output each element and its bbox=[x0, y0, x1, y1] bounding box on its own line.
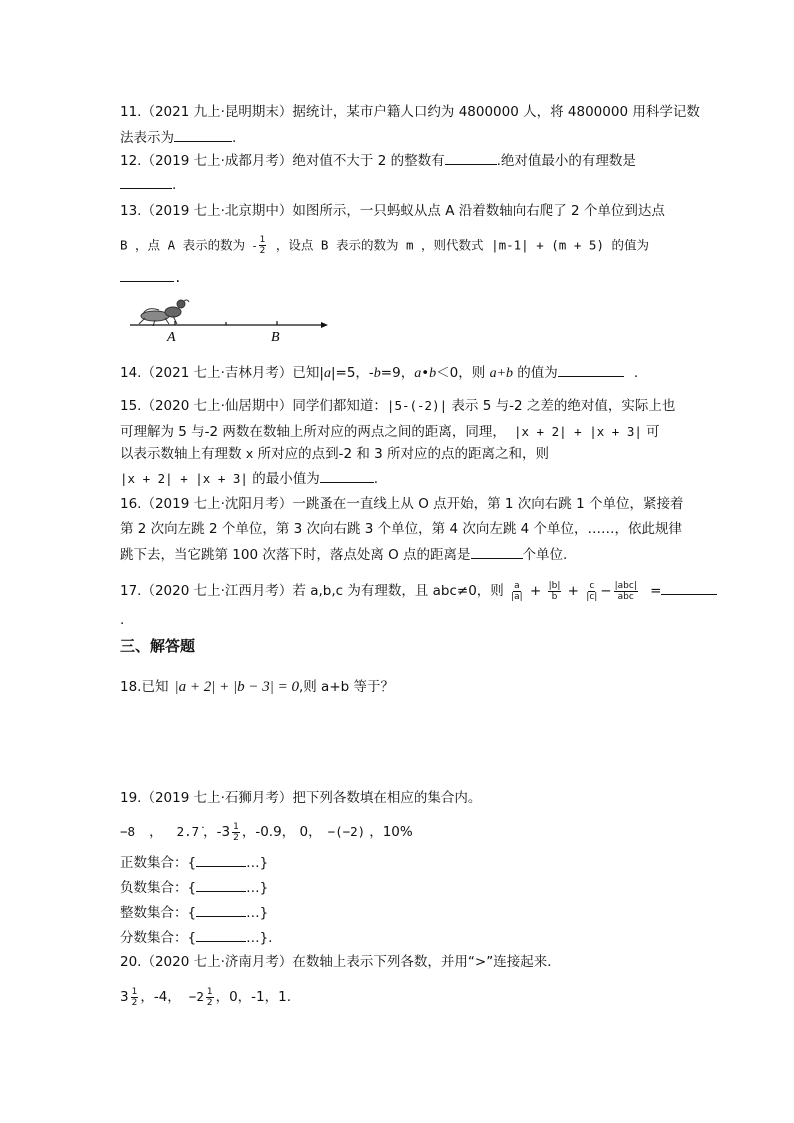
q17-line2: . bbox=[120, 612, 125, 628]
q11-line2 bbox=[120, 128, 236, 147]
frac-den: |c| bbox=[586, 591, 598, 602]
var-x: x bbox=[245, 446, 254, 461]
q15-text-e: 以表示数轴上有理数 bbox=[120, 446, 246, 462]
label-b: B bbox=[271, 330, 280, 345]
set-close: …} bbox=[246, 880, 269, 896]
frac-den: b bbox=[551, 591, 558, 602]
answer-blank bbox=[320, 469, 374, 483]
q13-line2 bbox=[120, 235, 649, 256]
fraction bbox=[131, 987, 139, 1008]
frac-num: 1 bbox=[233, 821, 239, 832]
fraction bbox=[614, 581, 638, 602]
frac-num: c bbox=[589, 580, 595, 591]
q11-end: . bbox=[232, 130, 237, 146]
fraction bbox=[259, 235, 267, 256]
q18-text-b: ,则 a+b 等于？ bbox=[298, 679, 394, 695]
abs-expr: |x + 2| + |x + 3| bbox=[513, 424, 642, 439]
q16-text-a: 跳下去，当它跳第 100 次落下时，落点处离 O 点的距离是 bbox=[120, 547, 471, 563]
q13-end: . bbox=[174, 270, 182, 285]
q17-text: 17.（2020 七上·江西月考）若 a,b,c 为有理数，且 abc≠0，则 bbox=[120, 583, 504, 599]
answer-blank bbox=[196, 853, 246, 867]
set-integer bbox=[120, 903, 268, 922]
set-label: 负数集合：{ bbox=[120, 880, 197, 896]
set-close: …} bbox=[246, 905, 269, 921]
answer-blank bbox=[120, 175, 172, 189]
abs-expr: |5-(-2)| bbox=[386, 398, 448, 413]
frac-num: 1 bbox=[259, 235, 266, 245]
var-a: a bbox=[323, 366, 331, 381]
q12-text-a: 12.（2019 七上·成都月考）绝对值不大于 2 的整数有 bbox=[120, 153, 445, 169]
number: ，-3 bbox=[203, 824, 231, 840]
separator: ， bbox=[149, 824, 163, 840]
label-a: A bbox=[167, 330, 176, 345]
frac-den: |a| bbox=[511, 591, 523, 602]
answer-blank bbox=[174, 128, 232, 142]
q19-numbers bbox=[120, 820, 413, 844]
frac-num: a bbox=[514, 580, 520, 591]
answer-blank bbox=[196, 878, 246, 892]
q12-text-b: .绝对值最小的有理数是 bbox=[496, 153, 636, 169]
set-close: …}. bbox=[246, 930, 273, 946]
answer-blank bbox=[471, 545, 523, 559]
frac-num: 1 bbox=[131, 986, 138, 997]
q17-line1 bbox=[120, 578, 717, 604]
frac-den: abc bbox=[617, 591, 634, 602]
ant-icon bbox=[139, 300, 189, 326]
abs-expr: |x + 2| + |x + 3| bbox=[120, 471, 248, 486]
q11-text: 法表示为 bbox=[120, 130, 174, 146]
number: ，10% bbox=[369, 824, 413, 840]
q19-line1: 19.（2019 七上·石狮月考）把下列各数填在相应的集合内。 bbox=[120, 790, 482, 806]
number: 2.7̇ bbox=[176, 824, 200, 839]
answer-blank bbox=[120, 268, 174, 282]
answer-blank bbox=[661, 581, 717, 595]
dot: • bbox=[421, 365, 430, 381]
q18-text-a: 18.已知 bbox=[120, 679, 169, 695]
q13-line3 bbox=[120, 268, 182, 287]
set-close: …} bbox=[246, 855, 269, 871]
number: ，0，-1，1. bbox=[215, 989, 292, 1005]
frac-den: 2 bbox=[259, 246, 266, 256]
q14-end: . bbox=[633, 365, 639, 381]
var-b: b bbox=[373, 366, 381, 381]
section-heading: 三、解答题 bbox=[120, 637, 196, 655]
q20-numbers bbox=[120, 985, 291, 1009]
q15-end: . bbox=[373, 471, 379, 487]
number-line-figure bbox=[125, 296, 335, 346]
q15-line1 bbox=[120, 397, 675, 415]
q15-text-a: 15.（2020 七上·仙居期中）同学们都知道： bbox=[120, 398, 387, 414]
answer-blank bbox=[558, 363, 624, 377]
q16-line1: 16.（2019 七上·沈阳月考）一跳蚤在一直线上从 O 点开始，第 1 次向右跳 1 个单位，紧接着 bbox=[120, 496, 684, 512]
q16-line3 bbox=[120, 545, 567, 564]
q12-line1 bbox=[120, 151, 636, 170]
fraction bbox=[585, 581, 598, 602]
fraction bbox=[206, 987, 214, 1008]
q15-text-g: 的最小值为 bbox=[247, 471, 320, 487]
answer-blank bbox=[196, 903, 246, 917]
q13-neg: - bbox=[252, 239, 257, 253]
fraction bbox=[510, 581, 524, 602]
q18-line bbox=[120, 678, 394, 696]
set-label: 正数集合：{ bbox=[120, 855, 197, 871]
axis-arrow bbox=[321, 322, 328, 328]
plus: + bbox=[567, 583, 579, 599]
frac-den: 2 bbox=[131, 997, 138, 1008]
fraction bbox=[232, 822, 240, 843]
q12-end: . bbox=[172, 177, 177, 193]
q16-text-b: 个单位. bbox=[522, 547, 568, 563]
q14-text-e: 的值为 bbox=[513, 365, 558, 381]
q14-text-b: |=5，- bbox=[330, 365, 374, 381]
equals: = bbox=[650, 583, 662, 599]
frac-den: 2 bbox=[206, 997, 213, 1008]
q15-line4 bbox=[120, 469, 378, 488]
q20-line1: 20.（2020 七上·济南月考）在数轴上表示下列各数，并用“>”连接起来． bbox=[120, 954, 561, 970]
number: ，-4， bbox=[140, 989, 181, 1005]
number: −2 bbox=[188, 989, 204, 1004]
minus: − bbox=[600, 583, 612, 599]
q15-text-d: 可 bbox=[641, 424, 660, 440]
q13-line1: 13.（2019 七上·北京期中）如图所示，一只蚂蚁从点 A 沿着数轴向右爬了 2 个单位到达点 bbox=[120, 203, 665, 219]
frac-num: |b| bbox=[548, 580, 561, 591]
q15-text-b: 表示 5 与-2 之差的绝对值，实际上也 bbox=[447, 398, 676, 414]
number: 3 bbox=[120, 989, 129, 1005]
q13-text-a: B ，点 A 表示的数为 bbox=[120, 237, 253, 253]
var-b: b bbox=[429, 366, 437, 381]
q14-line1 bbox=[120, 363, 638, 383]
frac-den: 2 bbox=[233, 832, 239, 843]
frac-num: |abc| bbox=[614, 580, 637, 591]
set-positive bbox=[120, 853, 268, 872]
answer-blank bbox=[445, 151, 497, 165]
number: ，-0.9， 0， bbox=[241, 824, 322, 840]
q15-line2 bbox=[120, 423, 660, 441]
var-a: a bbox=[414, 366, 422, 381]
q14-text-a: 14.（2021 七上·吉林月考）已知| bbox=[120, 365, 324, 381]
q11-line1: 11.（2021 九上·昆明期末）据统计，某市户籍人口约为 4800000 人，将 4800000 用科学记数 bbox=[120, 104, 700, 120]
fraction bbox=[548, 581, 562, 602]
answer-blank bbox=[196, 928, 246, 942]
q14-text-c: =9， bbox=[380, 365, 415, 381]
set-negative bbox=[120, 878, 268, 897]
q15-text-c: 可理解为 5 与-2 两数在数轴上所对应的两点之间的距离，同理， bbox=[120, 424, 506, 440]
q14-text-d: ＜0，则 bbox=[436, 365, 490, 381]
q12-line2 bbox=[120, 175, 176, 194]
set-label: 整数集合：{ bbox=[120, 905, 197, 921]
number: −(−2) bbox=[327, 824, 366, 839]
q16-line2: 第 2 次向左跳 2 个单位，第 3 次向右跳 3 个单位，第 4 次向左跳 4 个单位，……，依此规律 bbox=[120, 521, 683, 537]
q15-text-f: 所对应的点到-2 和 3 所对应的点的距离之和，则 bbox=[253, 446, 550, 462]
q15-line3 bbox=[120, 445, 549, 463]
plus: + bbox=[529, 583, 542, 599]
set-fraction bbox=[120, 928, 272, 947]
set-label: 分数集合：{ bbox=[120, 930, 197, 946]
number: −8 bbox=[120, 824, 136, 839]
equation: |a + 2| + |b − 3| = 0 bbox=[174, 679, 299, 695]
expr: a+b bbox=[489, 366, 514, 381]
q13-text-b: ，设点 B 表示的数为 m ，则代数式 |m-1| + (m + 5) 的值为 bbox=[268, 237, 649, 253]
frac-num: 1 bbox=[206, 986, 213, 997]
